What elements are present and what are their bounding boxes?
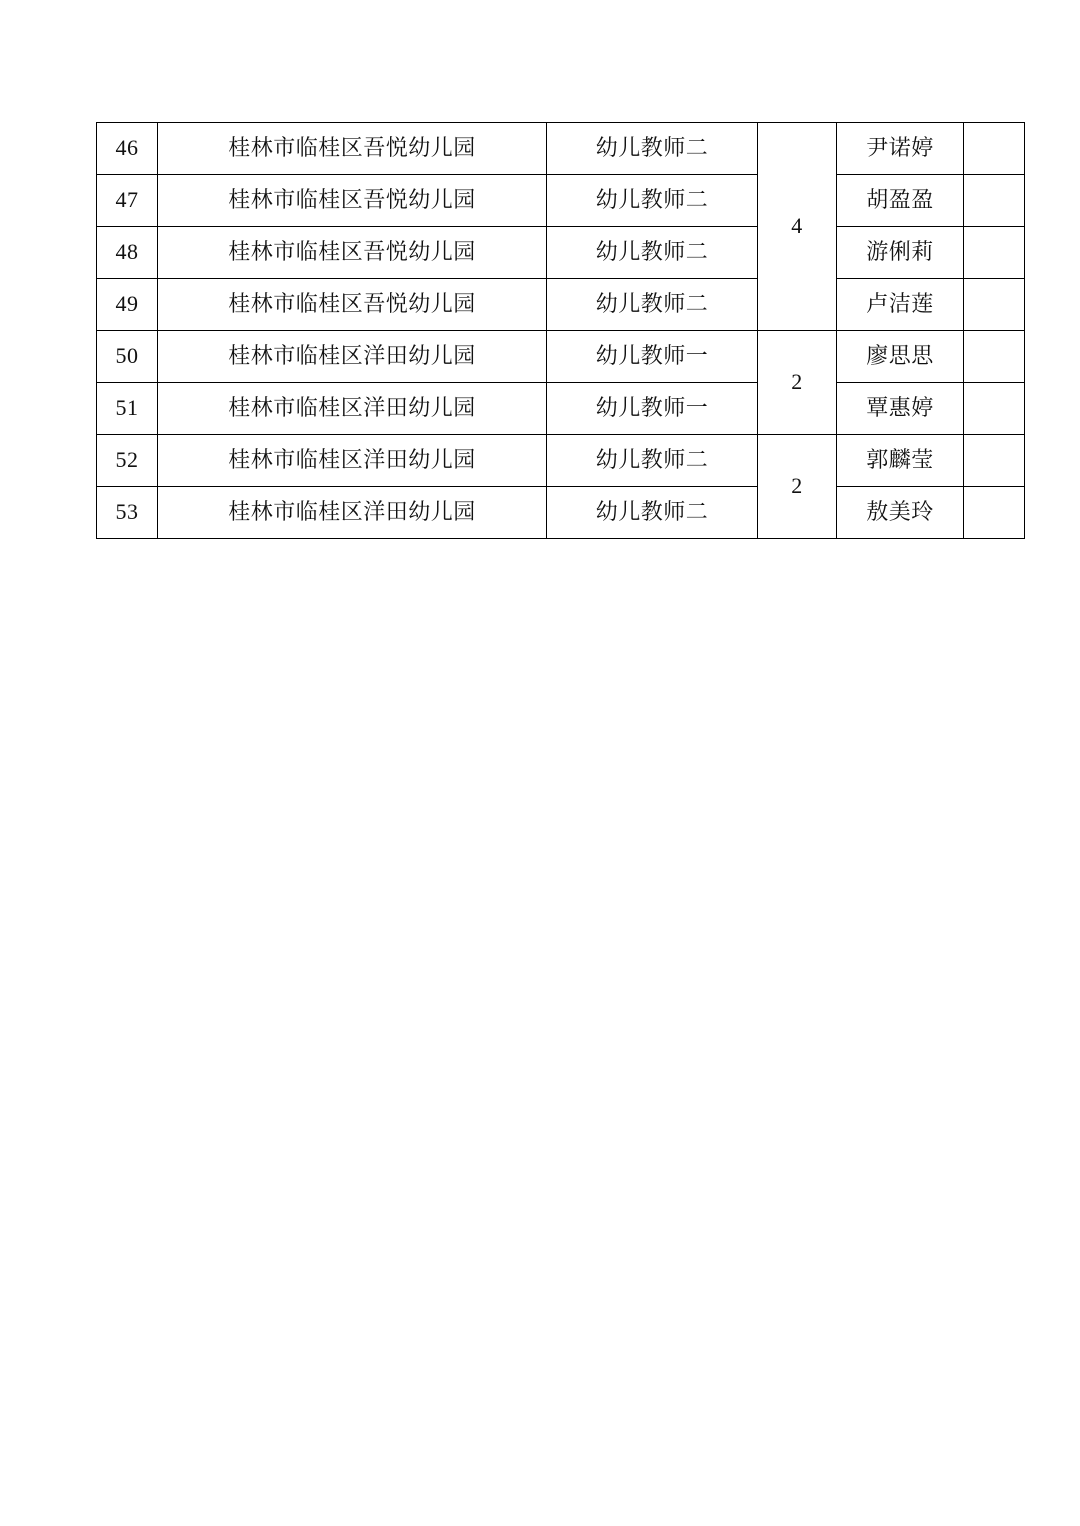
table-row: [97, 331, 1025, 383]
table-row: [97, 175, 1025, 227]
table-row: [97, 435, 1025, 487]
row-name: 覃惠婷: [837, 383, 964, 435]
row-remark: [964, 435, 1025, 487]
row-count: 2: [758, 435, 837, 539]
row-name: 游俐莉: [837, 227, 964, 279]
row-count: 4: [758, 123, 837, 331]
row-unit: 桂林市临桂区洋田幼儿园: [158, 487, 547, 539]
table-row: [97, 227, 1025, 279]
table-row: [97, 383, 1025, 435]
row-index: 50: [97, 331, 158, 383]
row-unit: 桂林市临桂区吾悦幼儿园: [158, 123, 547, 175]
row-index: 46: [97, 123, 158, 175]
row-index: 53: [97, 487, 158, 539]
recruitment-roster-table: [96, 122, 1025, 539]
row-remark: [964, 383, 1025, 435]
table-body: [97, 123, 1025, 539]
table-row: [97, 279, 1025, 331]
row-post: 幼儿教师二: [547, 279, 758, 331]
row-name: 尹诺婷: [837, 123, 964, 175]
row-post: 幼儿教师二: [547, 487, 758, 539]
table-row: [97, 123, 1025, 175]
row-remark: [964, 487, 1025, 539]
row-unit: 桂林市临桂区洋田幼儿园: [158, 331, 547, 383]
row-index: 48: [97, 227, 158, 279]
table-row: [97, 487, 1025, 539]
row-remark: [964, 279, 1025, 331]
row-unit: 桂林市临桂区吾悦幼儿园: [158, 175, 547, 227]
row-post: 幼儿教师二: [547, 175, 758, 227]
row-post: 幼儿教师二: [547, 123, 758, 175]
row-remark: [964, 227, 1025, 279]
row-name: 郭麟莹: [837, 435, 964, 487]
row-index: 47: [97, 175, 158, 227]
row-index: 49: [97, 279, 158, 331]
row-name: 廖思思: [837, 331, 964, 383]
row-index: 52: [97, 435, 158, 487]
row-post: 幼儿教师一: [547, 331, 758, 383]
row-count: 2: [758, 331, 837, 435]
row-post: 幼儿教师二: [547, 227, 758, 279]
row-post: 幼儿教师一: [547, 383, 758, 435]
row-name: 卢洁莲: [837, 279, 964, 331]
row-index: 51: [97, 383, 158, 435]
row-name: 敖美玲: [837, 487, 964, 539]
row-remark: [964, 123, 1025, 175]
row-unit: 桂林市临桂区洋田幼儿园: [158, 383, 547, 435]
row-name: 胡盈盈: [837, 175, 964, 227]
row-unit: 桂林市临桂区洋田幼儿园: [158, 435, 547, 487]
row-remark: [964, 331, 1025, 383]
row-unit: 桂林市临桂区吾悦幼儿园: [158, 279, 547, 331]
row-unit: 桂林市临桂区吾悦幼儿园: [158, 227, 547, 279]
row-remark: [964, 175, 1025, 227]
row-post: 幼儿教师二: [547, 435, 758, 487]
